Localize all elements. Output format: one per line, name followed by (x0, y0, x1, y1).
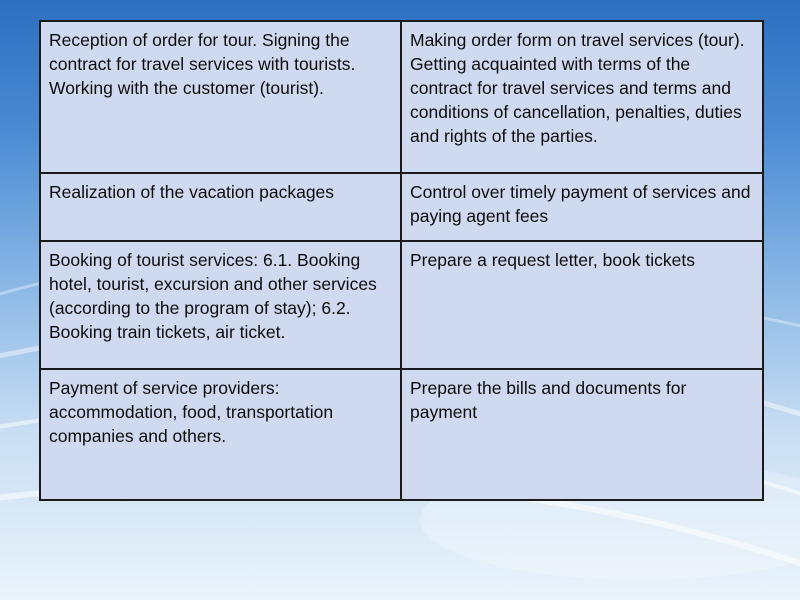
content-table (39, 20, 764, 501)
table-row (40, 369, 763, 500)
table-cell: Prepare a request letter, book tickets (401, 241, 763, 369)
table-cell: Control over timely payment of services and paying agent fees (401, 173, 763, 241)
table-cell: Prepare the bills and documents for payment (401, 369, 763, 500)
table-cell: Reception of order for tour. Signing the contract for travel services with tourists. Working with the customer (tourist). (40, 21, 401, 173)
table-cell: Realization of the vacation packages (40, 173, 401, 241)
table-row (40, 173, 763, 241)
table-row (40, 21, 763, 173)
table-row (40, 241, 763, 369)
table-cell: Payment of service providers: accommodation, food, transportation companies and others. (40, 369, 401, 500)
table-cell: Booking of tourist services: 6.1. Booking hotel, tourist, excursion and other services (according to the program of stay); 6.2. Booking train tickets, air ticket. (40, 241, 401, 369)
table-cell: Making order form on travel services (tour). Getting acquainted with terms of the contract for travel services and terms and conditions of cancellation, penalties, duties and rights of the parties. (401, 21, 763, 173)
